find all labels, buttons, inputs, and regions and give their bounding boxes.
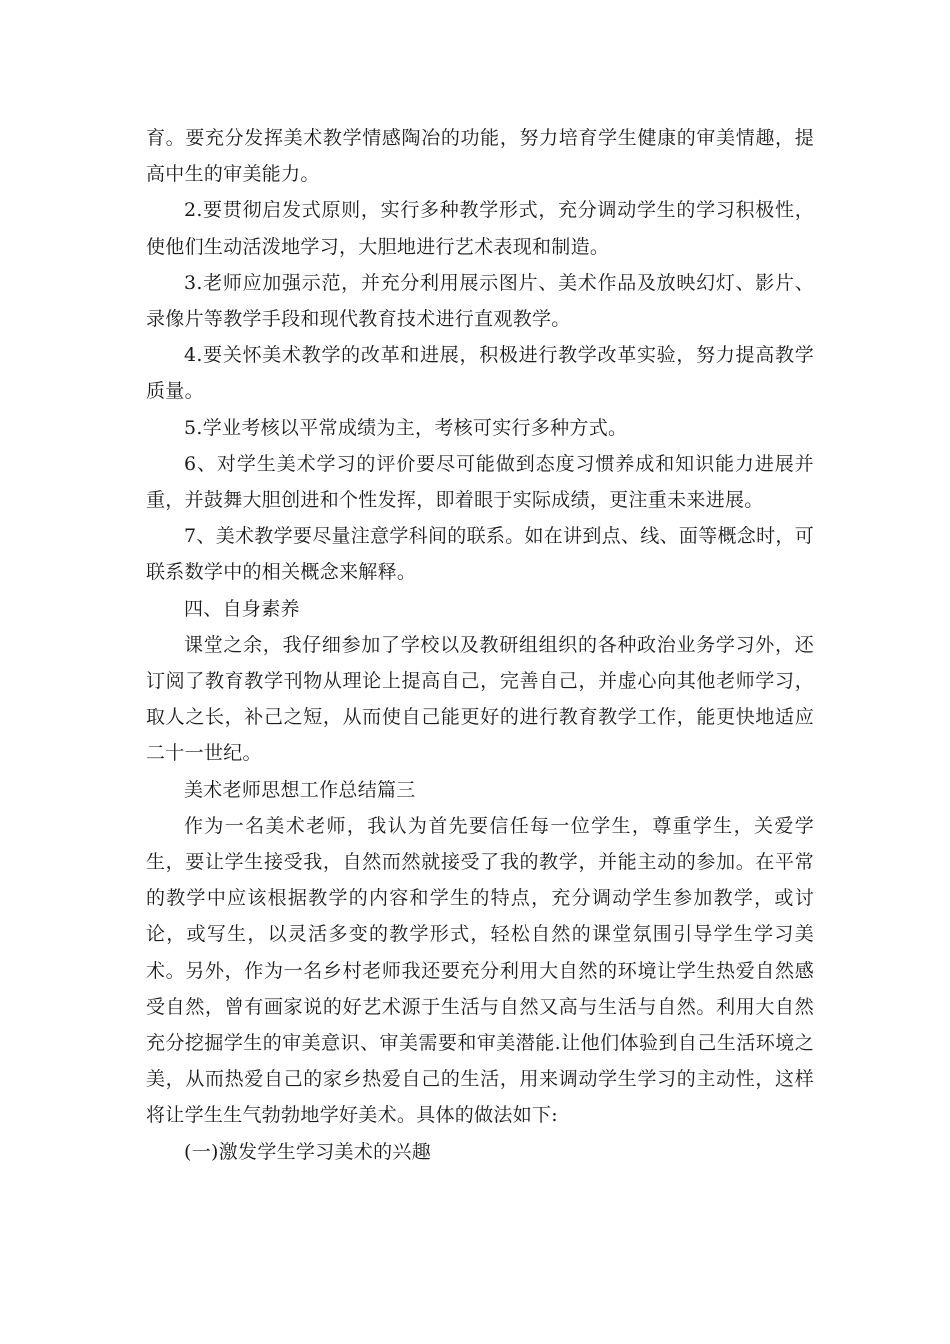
subsection-heading-interest: (一)激发学生学习美术的兴趣 [184, 1140, 432, 1163]
section-heading-part-three: 美术老师思想工作总结篇三 [184, 778, 416, 801]
paragraph-item-7: 7、美术教学要尽量注意学科间的联系。如在讲到点、线、面等概念时，可联系数学中的相关概念来解释。 [146, 525, 814, 584]
section-heading-self-cultivation: 四、自身素养 [184, 597, 300, 620]
paragraph-item-2: 2.要贯彻启发式原则，实行多种教学形式，充分调动学生的学习积极性，使他们生动活泼地学习，大胆地进行艺术表现和制造。 [146, 199, 814, 258]
paragraph-continuation: 育。要充分发挥美术教学情感陶冶的功能，努力培育学生健康的审美情趣，提高中生的审美能力。 [146, 127, 814, 186]
paragraph-self-cultivation: 课堂之余，我仔细参加了学校以及教研组组织的各种政治业务学习外，还订阅了教育教学刊物从理论上提高自己，完善自己，并虚心向其他老师学习，取人之长，补己之短，从而使自己能更好的进行教育教学工作，能更快地适应二十一世纪。 [146, 633, 814, 765]
paragraph-item-5: 5.学业考核以平常成绩为主，考核可实行多种方式。 [184, 416, 628, 439]
document-body [146, 120, 814, 1170]
paragraph-part-three-body: 作为一名美术老师，我认为首先要信任每一位学生，尊重学生，关爱学生，要让学生接受我，自然而然就接受了我的教学，并能主动的参加。在平常的教学中应该根据教学的内容和学生的特点，充分调动学生参加教学，或讨论，或写生，以灵活多变的教学形式，轻松自然的课堂氛围引导学生学习美术。另外，作为一名乡村老师我还要充分利用大自然的环境让学生热爱自然感受自然，曾有画家说的好艺术源于生活与自然又高与生活与自然。利用大自然充分挖掘学生的审美意识、审美需要和审美潜能.让他们体验到自己生活环境之美，从而热爱自己的家乡热爱自己的生活，用来调动学生学习的主动性，这样将让学生生气勃勃地学好美术。具体的做法如下: [146, 814, 814, 1127]
paragraph-item-6: 6、对学生美术学习的评价要尽可能做到态度习惯养成和知识能力进展并重，并鼓舞大胆创进和个性发挥，即着眼于实际成绩，更注重未来进展。 [146, 452, 814, 512]
paragraph-item-3: 3.老师应加强示范，并充分利用展示图片、美术作品及放映幻灯、影片、录像片等教学手段和现代教育技术进行直观教学。 [146, 271, 814, 331]
paragraph-item-4: 4.要关怀美术教学的改革和进展，积极进行教学改革实验，努力提高教学质量。 [146, 344, 814, 403]
